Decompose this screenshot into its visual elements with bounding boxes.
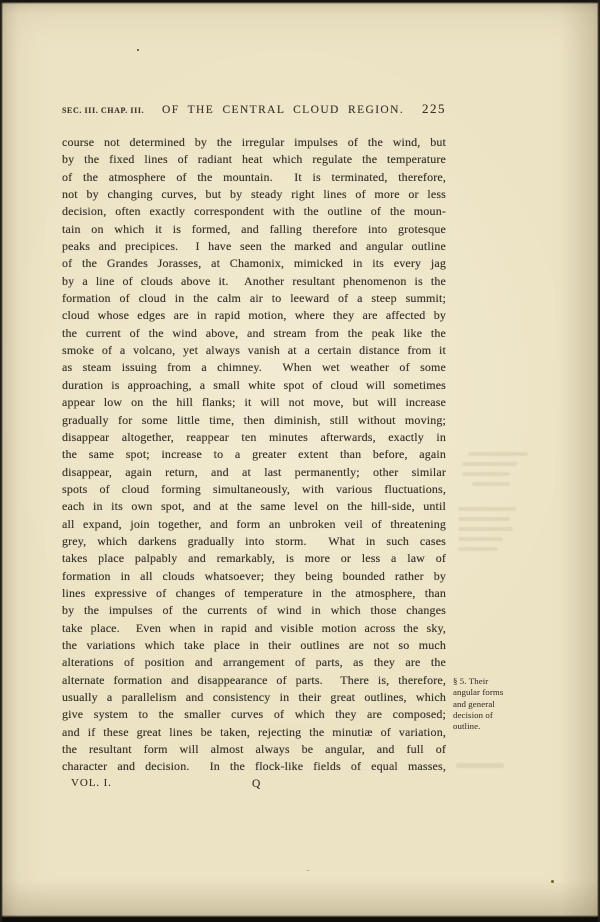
text-line: appear low on the hill flanks; it will not move, but will increase — [62, 395, 446, 410]
text-line: the resultant form will almost always be angular, and full of — [62, 742, 446, 757]
volume-label: VOL. I. — [71, 777, 112, 789]
text-line: by the fixed lines of radiant heat which regulate the temperature — [62, 152, 446, 167]
text-line: take place. Even when in rapid and visible motion across the sky, — [62, 620, 446, 635]
text-line: decision, often exactly correspondent with the outline of the moun- — [62, 204, 446, 219]
text-line: disappear altogether, reappear ten minutes afterwards, exactly in — [62, 429, 446, 444]
text-line: not by changing curves, but by steady right lines of more or less — [62, 187, 446, 202]
page-number: 225 — [422, 101, 446, 116]
text-line: formation in all clouds whatsoever; they being bounded rather by — [62, 568, 446, 583]
margin-note-line: § 5. Their — [453, 676, 489, 686]
scan-edge-top — [0, 0, 600, 4]
margin-note-line: and general — [453, 698, 495, 709]
text-line: and if these great lines be taken, rejecting the minutiæ of variation, — [62, 724, 446, 739]
bleed-through-ghost-text — [462, 452, 528, 492]
text-line: tain on which it is formed, and falling therefore into grotesque — [62, 221, 446, 236]
text-line: the same spot; increase to a greater extent than before, again — [62, 447, 446, 462]
text-line: peaks and precipices. I have seen the marked and angular outline — [62, 239, 446, 254]
text-line: spots of cloud forming simultaneously, with various fluctuations, — [62, 481, 446, 496]
margin-note-section-5 — [453, 676, 537, 732]
text-line: gradually for some little time, then diminish, still without moving; — [62, 412, 446, 427]
text-line: of the Grandes Jorasses, at Chamonix, mimicked in its every jag — [62, 256, 446, 271]
text-line: all expand, join together, and form an unbroken veil of threatening — [62, 516, 446, 531]
bleed-through-ghost-text — [458, 507, 520, 557]
text-line: disappear, again return, and at last permanently; other similar — [62, 464, 446, 479]
text-line: takes place palpably and remarkably, is more or less a law of — [62, 551, 446, 566]
text-line: formation of cloud in the calm air to leeward of a steep summit; — [62, 291, 446, 306]
text-line: alternate formation and disappearance of parts. There is, therefore, — [62, 672, 446, 687]
text-line: as steam issuing from a chimney. When wet weather of some — [62, 360, 446, 375]
text-line: give system to the smaller curves of which they are composed; — [62, 707, 446, 722]
running-title: OF THE CENTRAL CLOUD REGION. — [162, 104, 405, 116]
text-line: the variations which take place in their outlines are not so much — [62, 637, 446, 652]
paper-speck — [137, 49, 139, 51]
text-line: duration is approaching, a small white spot of cloud will sometimes — [62, 377, 446, 392]
paper-speck — [307, 870, 309, 871]
running-header — [62, 101, 446, 117]
text-line: character and decision. In the flock-like fields of equal masses, — [62, 759, 446, 774]
text-line: course not determined by the irregular impulses of the wind, but — [62, 135, 446, 149]
scan-edge-left — [0, 0, 3, 922]
text-line: alterations of position and arrangement of parts, as they are the — [62, 655, 446, 670]
paper-speck — [551, 880, 554, 883]
text-line: cloud whose edges are in rapid motion, where they are affected by — [62, 308, 446, 323]
margin-note-line: angular forms — [453, 687, 504, 698]
scan-edge-bottom — [0, 915, 600, 922]
text-line: usually a parallelism and consistency in their great outlines, which — [62, 690, 446, 704]
text-line: by the impulses of the currents of wind in which those changes — [62, 603, 446, 618]
bleed-through-ghost-text — [456, 763, 504, 774]
text-line: by a line of clouds above it. Another resultant phenomenon is the — [62, 273, 446, 288]
text-line: lines expressive of changes of temperature in the atmosphere, than — [62, 585, 446, 600]
margin-note-line: outline. — [453, 721, 481, 732]
text-line: of the atmosphere of the mountain. It is terminated, therefore, — [62, 169, 446, 184]
margin-note-line: decision of — [453, 709, 493, 720]
body-text — [62, 134, 446, 776]
signature-mark: Q — [252, 778, 261, 790]
section-chapter-label: SEC. III. CHAP. III. — [62, 106, 145, 115]
text-line: each in its own spot, and at the same level on the hill-side, until — [62, 499, 446, 514]
text-line: the current of the wind above, and stream from the peak like the — [62, 325, 446, 340]
text-line: grey, which darkens gradually into storm. What in such cases — [62, 533, 446, 548]
text-line: smoke of a volcano, yet always vanish at a certain distance from it — [62, 343, 446, 358]
